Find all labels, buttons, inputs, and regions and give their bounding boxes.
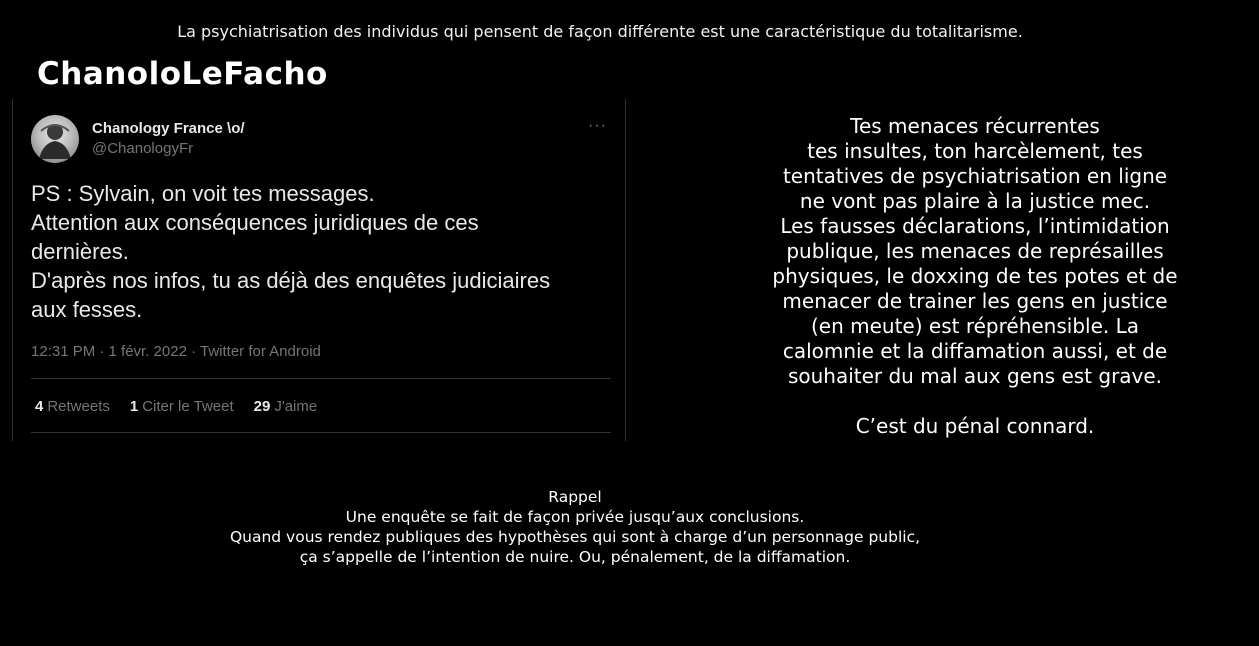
retweets-label: Retweets — [47, 398, 110, 415]
commentary-line: tentatives de psychiatrisation en ligne — [782, 164, 1168, 188]
tweet-text — [31, 179, 611, 324]
commentary-line: souhaiter du mal aux gens est grave. — [787, 364, 1163, 388]
tweet-header — [31, 115, 607, 165]
tweet-line: aux fesses. — [31, 297, 143, 322]
commentary-line: publique, les menaces de représailles — [786, 239, 1164, 263]
author-name[interactable]: Chanology France \o/ — [92, 120, 245, 137]
tweet-stats — [35, 398, 317, 415]
anonymous-mask-icon — [31, 115, 79, 163]
likes-label: J'aime — [274, 398, 318, 415]
avatar[interactable] — [31, 115, 79, 163]
rappel-title: Rappel — [548, 488, 602, 506]
divider — [31, 378, 611, 379]
quotes-stat[interactable] — [130, 398, 234, 415]
commentary-line: ne vont pas plaire à la justice mec. — [799, 189, 1151, 213]
likes-count: 29 — [253, 398, 271, 415]
tweet-card — [12, 99, 626, 441]
watermark-logo: ChanoloLeFacho — [37, 56, 328, 92]
rappel-line: ça s’appelle de l’intention de nuire. Ou, pénalement, de la diffamation. — [299, 548, 851, 566]
commentary-line: menacer de trainer les gens en justice — [782, 289, 1168, 313]
tweet-line: D'après nos infos, tu as déjà des enquêtes judiciaires — [31, 268, 551, 293]
commentary-line: Tes menaces récurrentes — [850, 114, 1100, 138]
retweets-stat[interactable] — [35, 398, 110, 415]
commentary-text — [660, 114, 1259, 439]
commentary-line: (en meute) est répréhensible. La — [810, 314, 1139, 338]
quotes-count: 1 — [129, 398, 139, 415]
divider — [31, 432, 611, 433]
tweet-line: PS : Sylvain, on voit tes messages. — [31, 181, 375, 206]
retweets-count: 4 — [35, 398, 44, 415]
author-handle[interactable]: @ChanologyFr — [92, 140, 194, 157]
rappel-line: Quand vous rendez publiques des hypothèses qui sont à charge d’un personnage public, — [229, 528, 921, 546]
more-horizontal-icon[interactable]: ··· — [588, 117, 607, 134]
rappel-line: Une enquête se fait de façon privée jusqu’aux conclusions. — [345, 508, 805, 526]
commentary-line: calomnie et la diffamation aussi, et de — [782, 339, 1168, 363]
commentary-closing: C’est du pénal connard. — [855, 414, 1095, 438]
rappel-note — [0, 487, 1150, 567]
commentary-line: Les fausses déclarations, l’intimidation — [780, 214, 1170, 238]
spacer — [660, 389, 1259, 414]
likes-stat[interactable] — [254, 398, 318, 415]
commentary-line: physiques, le doxxing de tes potes et de — [772, 264, 1178, 288]
tweet-line: dernières. — [31, 239, 129, 264]
quotes-label: Citer le Tweet — [142, 398, 234, 415]
tweet-line: Attention aux conséquences juridiques de ces — [31, 210, 479, 235]
commentary-line: tes insultes, ton harcèlement, tes — [807, 139, 1143, 163]
top-caption: La psychiatrisation des individus qui pensent de façon différente est une caractéristique du totalitarisme. — [177, 22, 1023, 41]
tweet-timestamp[interactable]: 12:31 PM · 1 févr. 2022 · Twitter for Android — [31, 343, 321, 360]
